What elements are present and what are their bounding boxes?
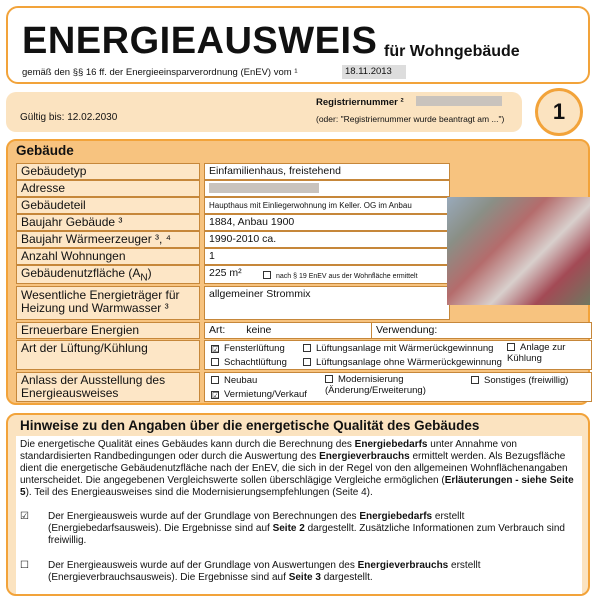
page-number-badge: 1 [535,88,583,136]
row-value: 1 [204,248,450,265]
renewables-use-label: Verwendung: [371,323,437,338]
row-label: Gebäudetyp [16,163,200,180]
row-label: Wesentliche Energieträger für Heizung und Warmwasser ³ [16,286,200,320]
notes-intro [20,439,578,499]
row-value: Haupthaus mit Einliegerwohnung im Keller. OG im Anbau [204,197,450,214]
renewables-value [204,322,592,339]
registration-number-redacted [416,96,502,106]
row-label: Erneuerbare Energien [16,322,200,339]
intro-text-4: ). Teil des Energieausweises sind die Modernisierungsempfehlungen (Seite 4). [25,487,373,498]
notes-body [16,436,582,594]
intro-bold-3: Erläuterungen - siehe Seite 5 [20,475,574,498]
occasion-other-label: Sonstiges (freiwillig) [484,375,569,386]
registration-note: (oder: "Registriernummer wurde beantragt am ...") [316,114,505,124]
demand-text-3: dargestellt. Zusätzliche Informationen zum Verbrauch sind freiwillig. [48,523,565,546]
row-label: Anzahl Wohnungen [16,248,200,265]
intro-bold-1: Energiebedarfs [354,439,428,450]
demand-bold-1: Energiebedarfs [359,511,433,522]
area-checkbox[interactable] [263,271,271,279]
certificate-header [6,6,590,84]
vent-window[interactable] [211,342,285,355]
row-value: 1990-2010 ca. [204,231,450,248]
row-label: Baujahr Gebäude ³ [16,214,200,231]
row-label: Gebäudeteil [16,197,200,214]
vent-without-recovery-label: Lüftungsanlage ohne Wärmerückgewinnung [316,357,502,368]
ventilation-options [204,340,592,370]
legal-reference: gemäß den §§ 16 ff. der Energieeinsparverordnung (EnEV) vom ¹ [22,67,298,78]
occasion-rent-checkbox[interactable]: ☑ [212,391,220,400]
area-label-end: ) [147,266,152,280]
vent-window-checkbox[interactable]: ☑ [212,345,220,354]
row-label: Adresse [16,180,200,197]
occasion-new-label: Neubau [224,375,258,386]
vent-without-recovery[interactable] [303,356,502,369]
consumption-checkbox[interactable]: ☐ [20,560,29,571]
occasion-other[interactable] [471,374,568,387]
area-value: 225 m² [209,267,242,279]
row-value: Einfamilienhaus, freistehend [204,163,450,180]
address-redacted [209,183,319,193]
area-method-text: nach § 19 EnEV aus der Wohnfläche ermittelt [276,273,418,280]
vent-without-recovery-checkbox[interactable] [303,358,311,366]
building-section [6,139,590,405]
renewables-type-label: Art: [209,324,226,336]
enev-date: 18.11.2013 [342,65,406,79]
demand-bold-2: Seite 2 [272,523,305,534]
row-label: Anlass der Ausstellung des Energieausweises [16,372,200,402]
occasion-new-checkbox[interactable] [211,376,219,384]
area-label-text: Gebäudenutzfläche (A [21,266,141,280]
vent-shaft-label: Schachtlüftung [224,357,287,368]
validity-date: Gültig bis: 12.02.2030 [20,112,118,123]
row-value: allgemeiner Strommix [204,286,450,320]
area-label-sub: N [140,272,148,284]
vent-shaft-checkbox[interactable] [211,358,219,366]
demand-text-2: erstellt (Energiebedarfsausweis). Die Ergebnisse sind auf [48,511,465,534]
occasion-rent-label: Vermietung/Verkauf [224,389,307,400]
vent-window-label: Fensterlüftung [224,343,285,354]
row-label: Art der Lüftung/Kühlung [16,340,200,370]
vent-shaft[interactable] [211,356,287,369]
building-section-title: Gebäude [16,143,74,158]
occasion-other-checkbox[interactable] [471,376,479,384]
intro-text-3: ermittelt werden. Als Bezugsfläche dient die energetische Gebäudenutzfläche nach der EnEV, die sich in der Regel von den allgemeinen Wohnflächenangaben unterscheidet. Die angegebenen Vergleichswerte sollen überschlägige Vergleiche ermöglichen ( [20,451,568,486]
consumption-text-3: dargestellt. [320,572,373,583]
row-label: Baujahr Wärmeerzeuger ³, ⁴ [16,231,200,248]
vent-cooling-checkbox[interactable] [507,343,515,351]
consumption-bold-2: Seite 3 [288,572,321,583]
occasion-modernisation-checkbox[interactable] [325,375,333,383]
notes-title: Hinweise zu den Angaben über die energetische Qualität des Gebäudes [20,418,480,433]
demand-checkbox[interactable]: ☑ [20,511,29,522]
consumption-text [48,560,578,584]
consumption-text-2: erstellt (Energieverbrauchsausweis). Die Ergebnisse sind auf [48,560,481,583]
occasion-options [204,372,592,402]
consumption-text-1: Der Energieausweis wurde auf der Grundlage von Auswertungen des [48,560,358,571]
row-label [16,265,200,284]
registration-label: Registriernummer ² [316,97,404,108]
consumption-bold-1: Energieverbrauchs [357,560,449,571]
vent-cooling-label: Anlage zur Kühlung [507,342,566,364]
vent-with-recovery-label: Lüftungsanlage mit Wärmerückgewinnung [316,343,494,354]
renewables-type-value: keine [246,324,272,336]
demand-text [48,511,578,547]
intro-bold-2: Energieverbrauchs [319,451,410,462]
registration-box [6,92,522,132]
building-photo [447,197,590,305]
intro-text-2: unter Annahme von standardisierten Randbedingungen oder durch die Auswertung des [20,439,517,462]
vent-with-recovery[interactable] [303,342,493,355]
vent-cooling[interactable] [507,342,589,364]
notes-section [6,413,590,596]
occasion-modernisation[interactable] [325,374,455,396]
vent-with-recovery-checkbox[interactable] [303,344,311,352]
occasion-rent-sale[interactable] [211,388,307,401]
document-title: ENERGIEAUSWEIS [22,20,378,62]
demand-text-1: Der Energieausweis wurde auf der Grundlage von Berechnungen des [48,511,360,522]
row-value: 1884, Anbau 1900 [204,214,450,231]
area-method-note [263,269,418,284]
row-value [204,265,450,284]
occasion-modernisation-label: Modernisierung (Änderung/Erweiterung) [325,374,426,396]
document-subtitle: für Wohngebäude [384,43,520,60]
occasion-new-building[interactable] [211,374,257,387]
address-value [204,180,450,197]
intro-text-1: Die energetische Qualität eines Gebäudes kann durch die Berechnung des [20,439,355,450]
